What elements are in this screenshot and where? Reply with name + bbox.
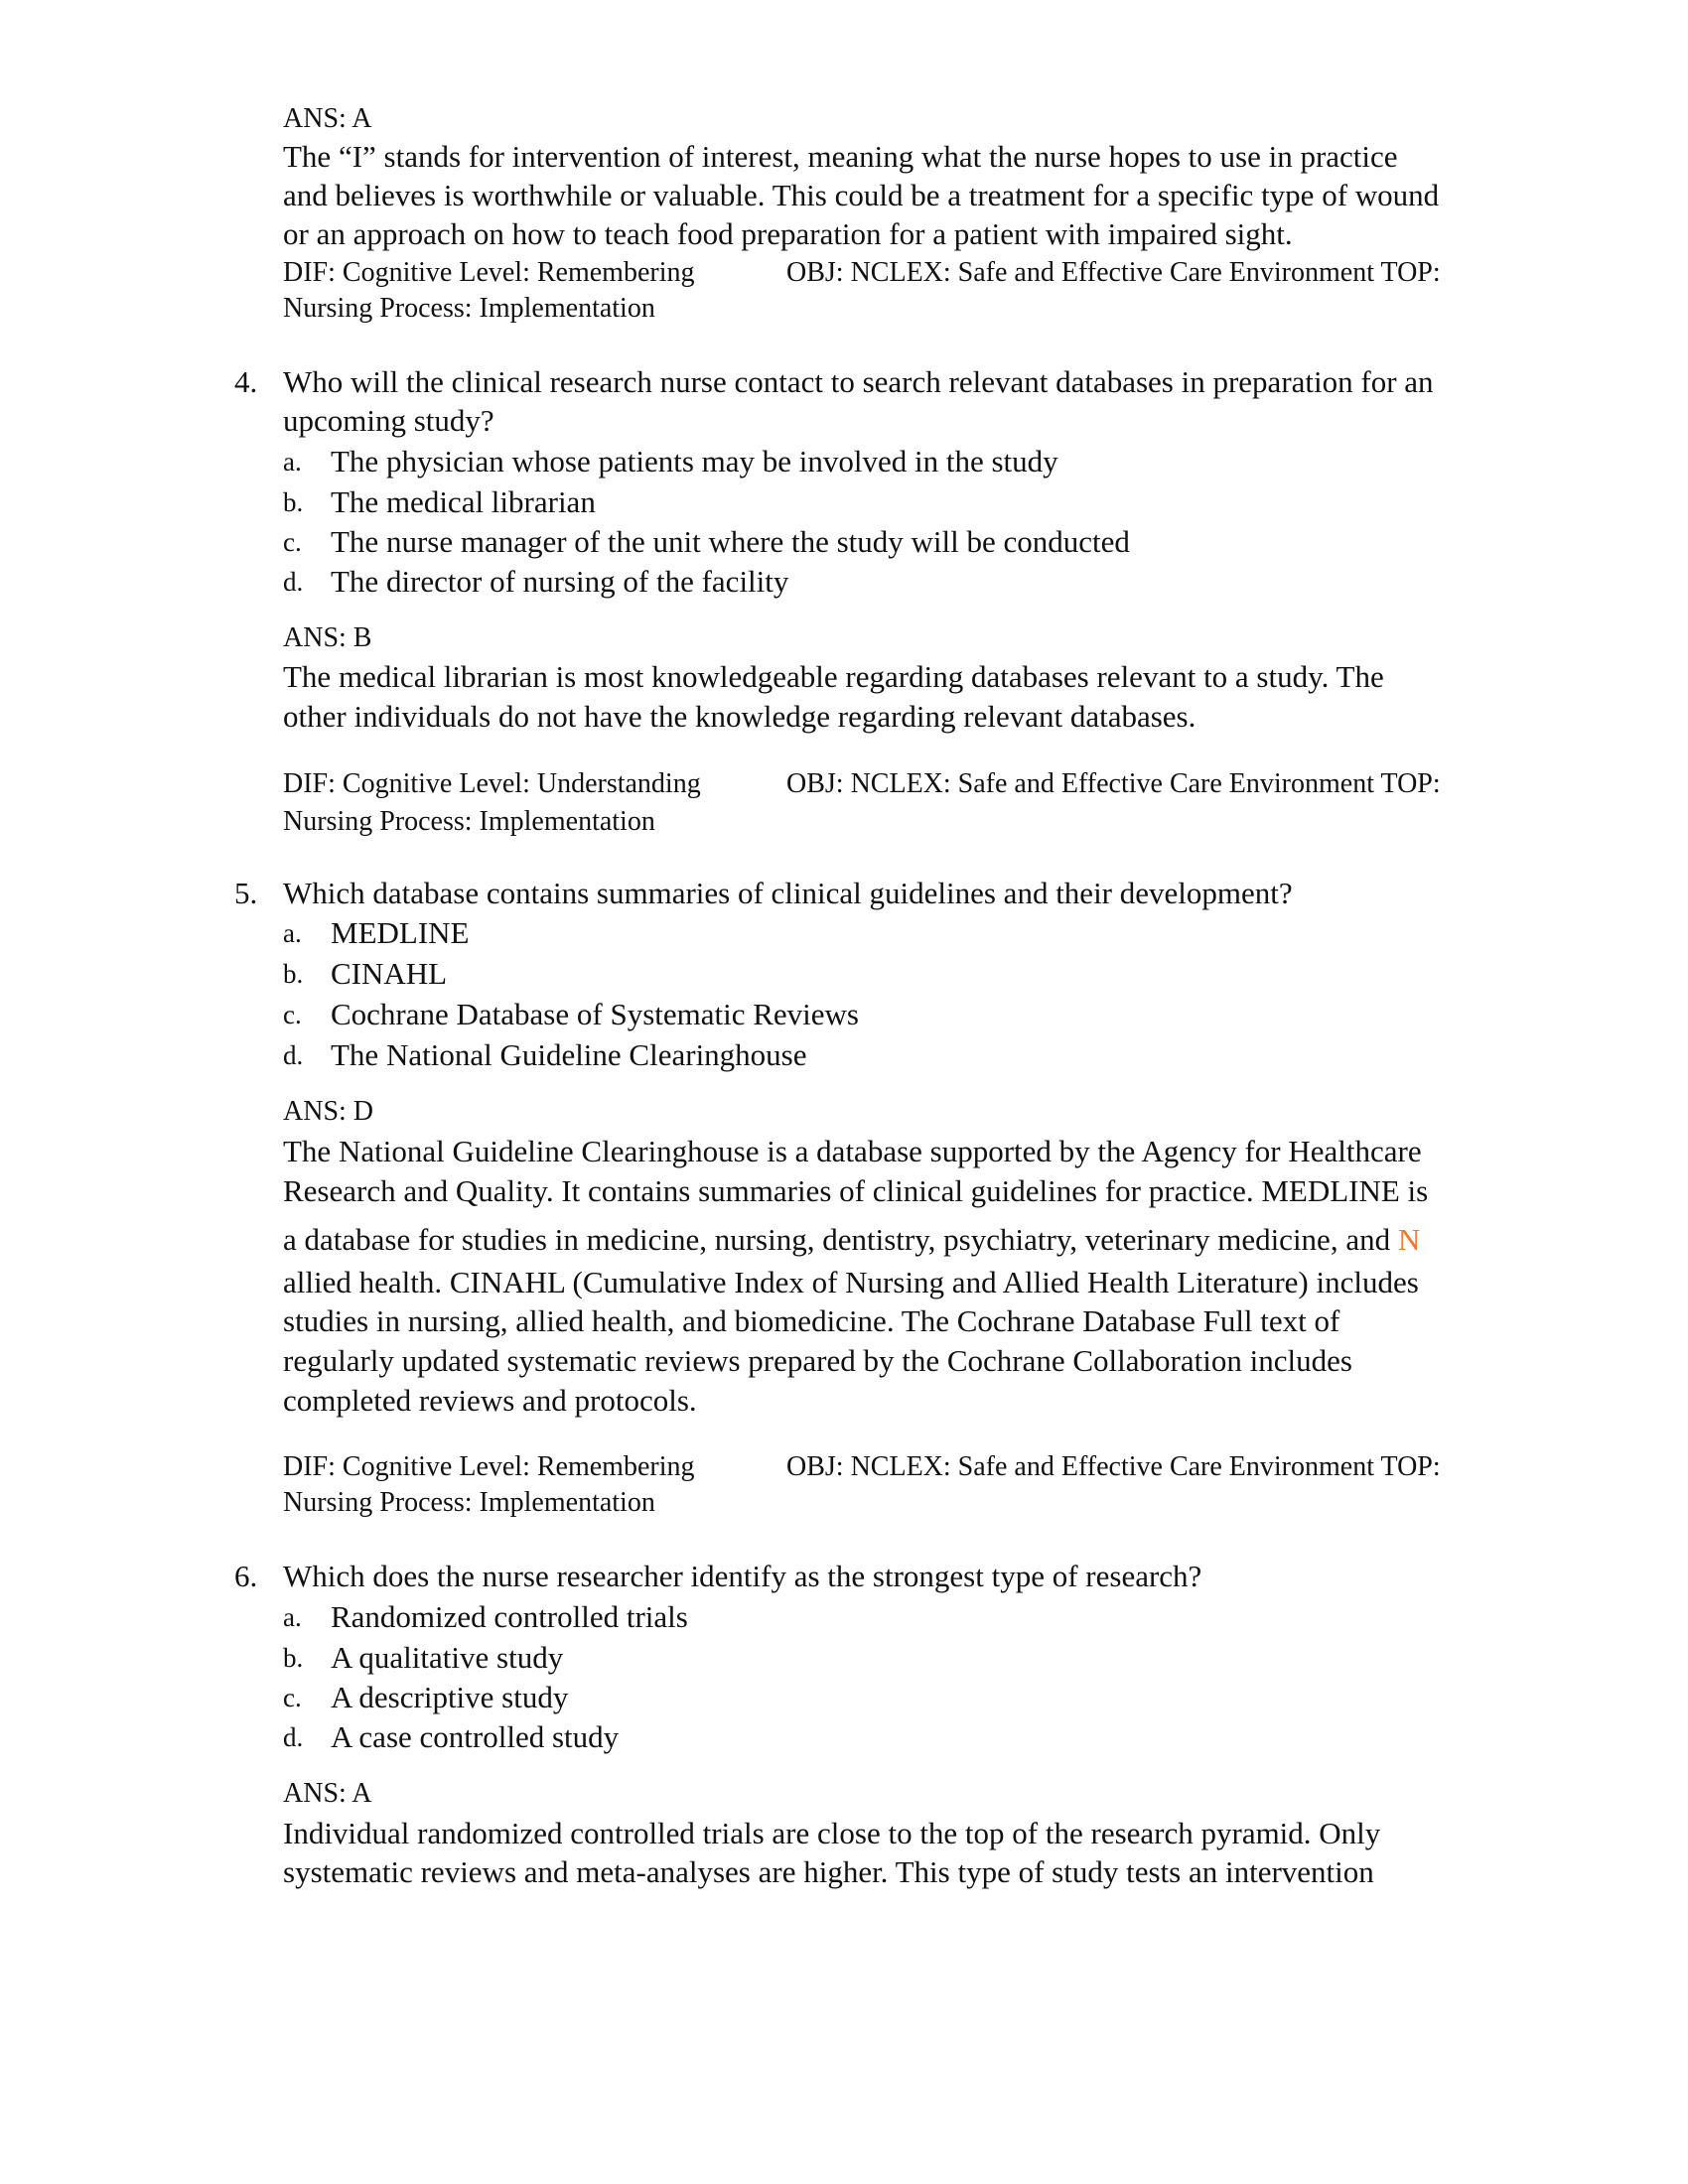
rationale-line: The medical librarian is most knowledgeable regarding databases relevant to a study. The	[283, 659, 1384, 694]
rationale-line: The National Guideline Clearinghouse is a database supported by the Agency for Healthcare	[283, 1134, 1422, 1168]
rationale-line: completed reviews and protocols.	[283, 1383, 697, 1418]
rationale-line: Individual randomized controlled trials are close to the top of the research pyramid. Only	[283, 1816, 1381, 1850]
option-letter: b.	[283, 487, 304, 517]
question-stem: Which database contains summaries of clinical guidelines and their development?	[283, 876, 1293, 910]
question-number: 5.	[234, 876, 258, 910]
option-text: The physician whose patients may be involved in the study	[331, 444, 1058, 478]
question-stem: upcoming study?	[283, 403, 494, 438]
rationale-line: systematic reviews and meta-analyses are higher. This type of study tests an intervention	[283, 1854, 1374, 1889]
difficulty-label: DIF: Cognitive Level: Understanding	[283, 768, 701, 799]
objective-label: OBJ: NCLEX: Safe and Effective Care Environment TOP:	[786, 257, 1441, 288]
option-text: A qualitative study	[331, 1640, 564, 1675]
option-letter: c.	[283, 527, 302, 557]
answer-label: ANS: A	[283, 103, 372, 134]
option-letter: c.	[283, 1000, 302, 1029]
rationale-text: a database for studies in medicine, nursing, dentistry, psychiatry, veterinary medicine, and	[283, 1222, 1391, 1257]
option-text: Cochrane Database of Systematic Reviews	[331, 997, 859, 1031]
option-letter: a.	[283, 447, 302, 477]
option-letter: d.	[283, 567, 304, 597]
answer-label: ANS: B	[283, 622, 372, 653]
option-text: MEDLINE	[331, 915, 470, 950]
rationale-line: The “I” stands for intervention of interest, meaning what the nurse hopes to use in practice	[283, 139, 1398, 174]
option-text: The director of nursing of the facility	[331, 564, 789, 599]
objective-label: OBJ: NCLEX: Safe and Effective Care Environment TOP:	[786, 768, 1441, 799]
topic-label: Nursing Process: Implementation	[283, 1487, 655, 1518]
rationale-line: regularly updated systematic reviews prepared by the Cochrane Collaboration includes	[283, 1343, 1352, 1378]
rationale-line: and believes is worthwhile or valuable. This could be a treatment for a specific type of wound	[283, 178, 1440, 212]
rationale-line: Research and Quality. It contains summaries of clinical guidelines for practice. MEDLINE is	[283, 1173, 1429, 1208]
option-text: The medical librarian	[331, 484, 596, 519]
watermark-letter: N	[1397, 1222, 1421, 1257]
option-text: Randomized controlled trials	[331, 1599, 688, 1634]
difficulty-label: DIF: Cognitive Level: Remembering	[283, 257, 695, 288]
option-text: A descriptive study	[331, 1680, 569, 1714]
question-number: 4.	[234, 364, 258, 399]
question-number: 6.	[234, 1559, 258, 1593]
answer-label: ANS: D	[283, 1096, 374, 1127]
option-text: A case controlled study	[331, 1719, 620, 1754]
option-letter: c.	[283, 1683, 302, 1712]
rationale-line	[283, 1220, 1420, 1260]
answer-label: ANS: A	[283, 1778, 372, 1809]
option-letter: d.	[283, 1722, 304, 1752]
question-stem: Which does the nurse researcher identify as the strongest type of research?	[283, 1559, 1202, 1593]
objective-label: OBJ: NCLEX: Safe and Effective Care Environment TOP:	[786, 1451, 1441, 1482]
topic-label: Nursing Process: Implementation	[283, 806, 655, 837]
option-letter: b.	[283, 1643, 304, 1673]
option-letter: d.	[283, 1040, 304, 1070]
rationale-line: or an approach on how to teach food preparation for a patient with impaired sight.	[283, 216, 1293, 251]
difficulty-label: DIF: Cognitive Level: Remembering	[283, 1451, 695, 1482]
topic-label: Nursing Process: Implementation	[283, 293, 655, 324]
rationale-line: other individuals do not have the knowledge regarding relevant databases.	[283, 699, 1196, 734]
option-text: CINAHL	[331, 956, 448, 991]
option-letter: a.	[283, 1602, 302, 1632]
rationale-line: allied health. CINAHL (Cumulative Index of Nursing and Allied Health Literature) includes	[283, 1265, 1419, 1299]
option-letter: a.	[283, 918, 302, 948]
option-text: The National Guideline Clearinghouse	[331, 1037, 807, 1072]
question-stem: Who will the clinical research nurse contact to search relevant databases in preparation for an	[283, 364, 1434, 399]
rationale-line: studies in nursing, allied health, and biomedicine. The Cochrane Database Full text of	[283, 1303, 1340, 1338]
option-letter: b.	[283, 959, 304, 989]
option-text: The nurse manager of the unit where the study will be conducted	[331, 524, 1130, 559]
